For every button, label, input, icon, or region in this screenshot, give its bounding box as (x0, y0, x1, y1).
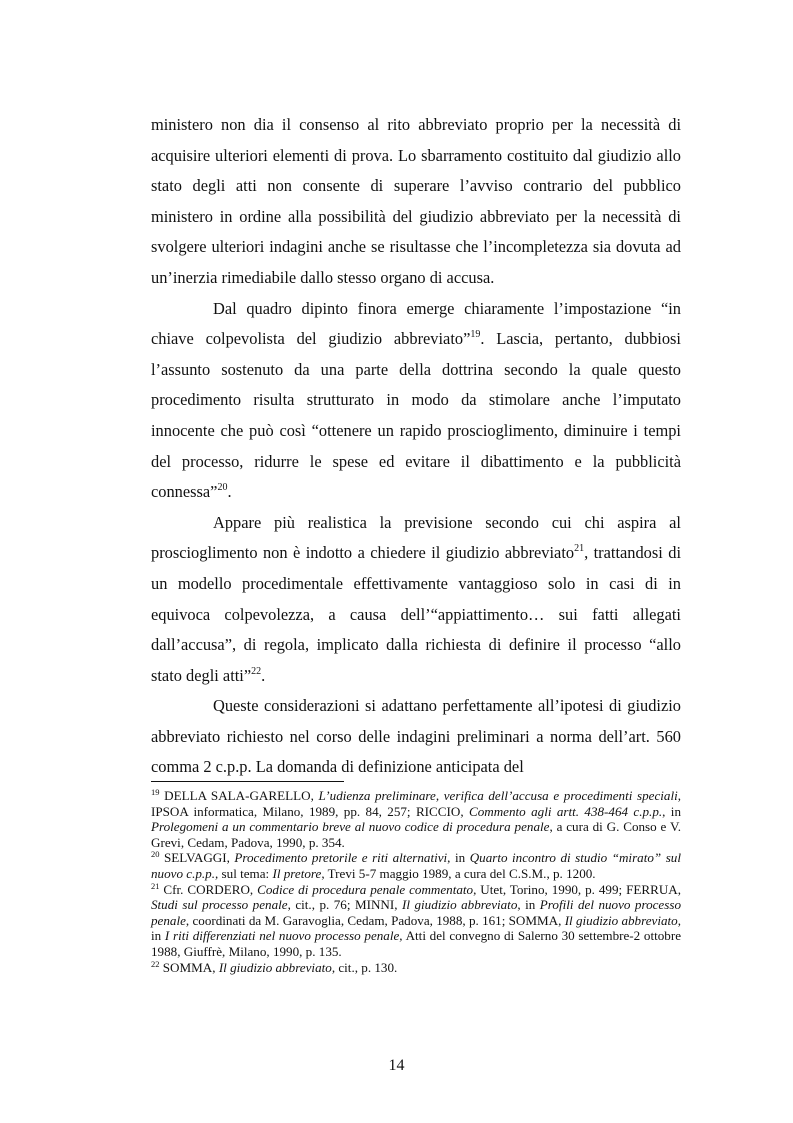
paragraph-3: Appare più realistica la previsione secondo cui chi aspira al proscioglimento non è indotto a chiedere il giudizio abbreviato$^{21}$, trattandosi di un modello procedimentale effettivamente vantaggioso solo in casi di in equivoca colpevolezza, a causa dell’“appiattimento… sui fatti allegati dall’accusa”, di regola, implicato dalla richiesta di definire il processo “allo stato degli atti”$^{22}$. (151, 512, 681, 685)
footnote-20: $^{20}$ SELVAGGI, Procedimento pretorile e riti alternativi, in Quarto incontro di studio “mirato” sul nuovo c.p.p., sul tema: Il pretore, Trevi 5-7 maggio 1989, a cura del C.S.M., p. 1200. (151, 849, 681, 881)
footnote-ref-20[interactable]: 20 (217, 482, 228, 494)
page-number: 14 (388, 1057, 405, 1074)
footnote-21: $^{21}$ Cfr. CORDERO, Codice di procedura penale commentato, Utet, Torino, 1990, p. 499; FERRUA, Studi sul processo penale, cit., p. 76; MINNI, Il giudizio abbreviato, in Profili del nuovo processo penale, coordinati da M. Garavoglia, Cedam, Padova, 1988, p. 161; SOMMA, Il giudizio abbreviato, in I riti differenziati nel nuovo processo penale, Atti del convegno di Salerno 30 settembre-2 ottobre 1988, Giuffrè, Milano, 1990, p. 135. (151, 880, 682, 959)
footnote-ref-19[interactable]: 19 (470, 329, 481, 341)
footnote-19: $^{19}$ DELLA SALA-GARELLO, L’udienza preliminare, verifica dell’accusa e procedimenti speciali, IPSOA informatica, Milano, 1989, pp. 84, 257; RICCIO, Commento agli artt. 438-464 c.p.p., in Prolegomeni a un commentario breve al nuovo codice di procedura penale, a cura di G. Conso e V. Grevi, Cedam, Padova, 1990, p. 354. (151, 787, 681, 850)
paragraph-2: Dal quadro dipinto finora emerge chiaramente l’impostazione “in chiave colpevolista del giudizio abbreviato”$^{19}$. Lascia, pertanto, dubbiosi l’assunto sostenuto da una parte della dottrina secondo la quale questo procedimento risulta strutturato in modo da stimolare anche l’imputato innocente che può così “ottenere un rapido proscioglimento, diminuire i tempi del processo, ridurre le spese ed evitare il dibattimento e la pubblicità connessa”$^{20}$. (151, 298, 681, 502)
paragraph-4: Queste considerazioni si adattano perfettamente all’ipotesi di giudizio abbreviato richiesto nel corso delle indagini preliminari a norma dell’art. 560 comma 2 c.p.p. La domanda di definizione anticipata del (151, 696, 681, 777)
paragraph-1: ministero non dia il consenso al rito abbreviato proprio per la necessità di acquisire ulteriori elementi di prova. Lo sbarramento costituito dal giudizio allo stato degli atti non consente di superare l’avviso contrario del pubblico ministero in ordine alla possibilità del giudizio abbreviato per la necessità di svolgere ulteriori indagini anche se risultasse che l’incompletezza sia dovuta ad un’inerzia rimediabile dallo stesso organo di accusa. (151, 115, 681, 287)
body-text (151, 110, 681, 783)
footnote-ref-22[interactable]: 22 (251, 665, 262, 677)
footnote-ref-21[interactable]: 21 (574, 543, 585, 555)
footnote-22: $^{22}$ SOMMA, Il giudizio abbreviato, cit., p. 130. (151, 958, 398, 975)
footnotes (151, 788, 681, 975)
footnote-separator (151, 781, 344, 782)
